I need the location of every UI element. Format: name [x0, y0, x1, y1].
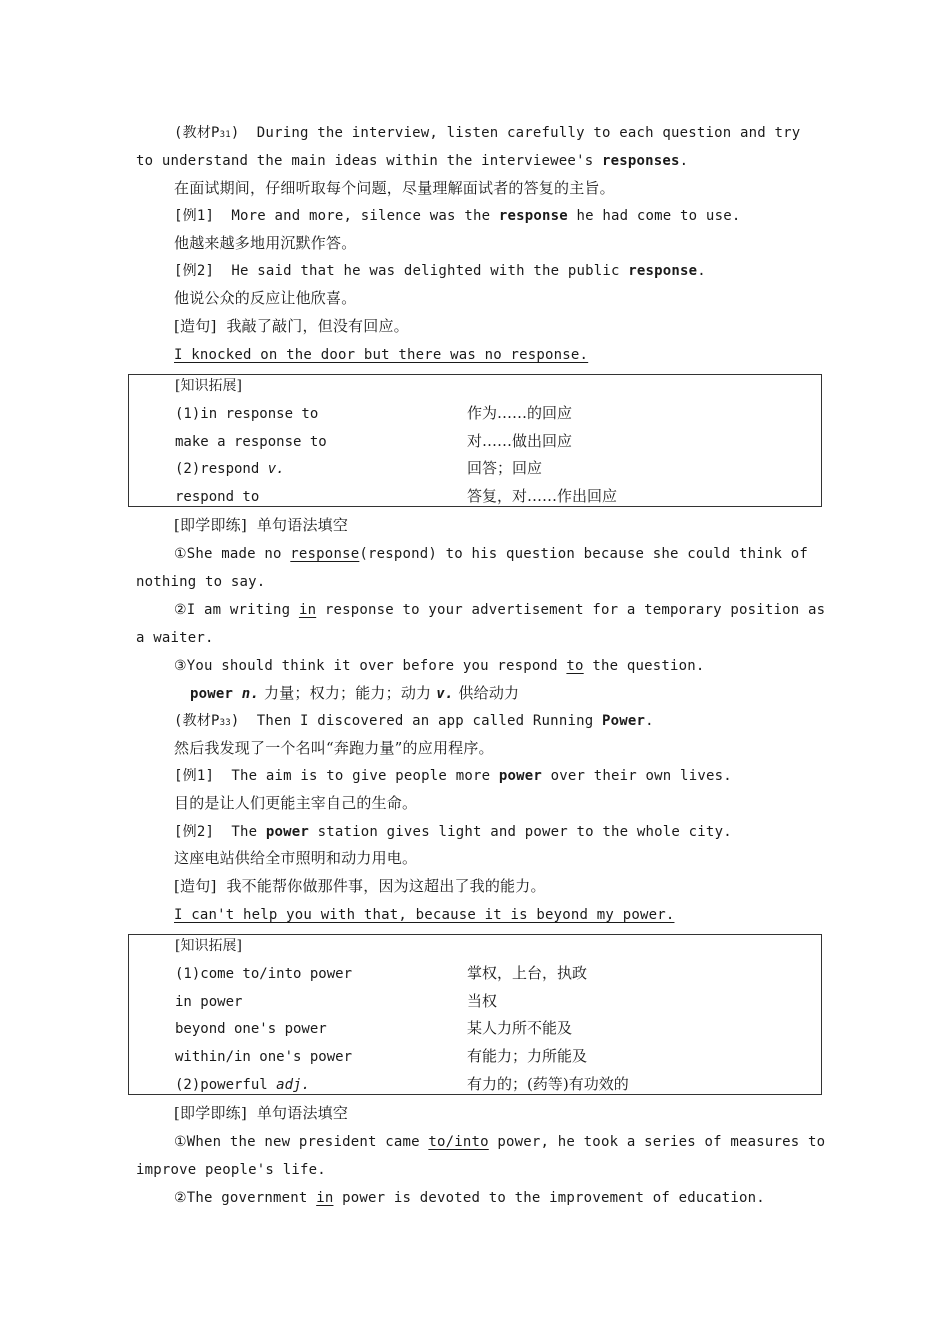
- source-translation: 然后我发现了一个名叫“奔跑力量”的应用程序。: [174, 739, 494, 757]
- practice-label: [即学即练] 单句语法填空: [174, 516, 349, 534]
- phrase: (2)powerful adj.: [175, 1077, 310, 1093]
- practice-q1: ①She made no response(respond) to his question because she could think of: [174, 546, 809, 562]
- sentence-making-prompt: [造句] 我不能帮你做那件事，因为这超出了我的能力。: [174, 877, 546, 895]
- phrase: in power: [175, 994, 243, 1010]
- phrase-meaning: 作为……的回应: [467, 404, 573, 422]
- knowledge-expansion-box: [128, 374, 822, 507]
- practice-q2: ②I am writing in response to your advertisement for a temporary position as: [174, 602, 826, 618]
- example-2-translation: 他说公众的反应让他欣喜。: [174, 289, 357, 307]
- phrase: make a response to: [175, 434, 327, 450]
- phrase-meaning: 有能力；力所能及: [467, 1047, 588, 1065]
- example-2: [例2] The power station gives light and power to the whole city.: [174, 824, 732, 840]
- sentence-making-answer: I knocked on the door but there was no response.: [174, 347, 589, 363]
- phrase: (2)respond v.: [175, 461, 285, 477]
- source-line: (教材P33) Then I discovered an app called Running Power.: [174, 713, 654, 729]
- practice-label: [即学即练] 单句语法填空: [174, 1104, 349, 1122]
- box-title: [知识拓展]: [175, 378, 242, 394]
- example-1-translation: 目的是让人们更能主宰自己的生命。: [174, 794, 418, 812]
- practice-q1-cont: nothing to say.: [136, 574, 266, 590]
- source-line-cont: to understand the main ideas within the interviewee's responses.: [136, 153, 689, 169]
- practice-q1-cont: improve people's life.: [136, 1162, 326, 1178]
- example-1: [例1] More and more, silence was the response he had come to use.: [174, 208, 741, 224]
- practice-q2: ②The government in power is devoted to the improvement of education.: [174, 1190, 765, 1206]
- example-2: [例2] He said that he was delighted with the public response.: [174, 263, 706, 279]
- example-1-translation: 他越来越多地用沉默作答。: [174, 234, 357, 252]
- headword-entry: power n. 力量；权力；能力；动力 v. 供给动力: [190, 684, 520, 702]
- practice-q1: ①When the new president came to/into power, he took a series of measures to: [174, 1134, 826, 1150]
- phrase: respond to: [175, 489, 260, 505]
- phrase-meaning: 回答；回应: [467, 459, 543, 477]
- phrase-meaning: 当权: [467, 992, 498, 1010]
- source-translation: 在面试期间，仔细听取每个问题，尽量理解面试者的答复的主旨。: [174, 179, 615, 197]
- phrase: within/in one's power: [175, 1049, 353, 1065]
- example-1: [例1] The aim is to give people more power over their own lives.: [174, 768, 732, 784]
- phrase-meaning: 掌权，上台，执政: [467, 964, 588, 982]
- knowledge-expansion-box: [128, 934, 822, 1095]
- phrase-meaning: 对……做出回应: [467, 432, 573, 450]
- phrase-meaning: 答复，对……作出回应: [467, 487, 618, 505]
- phrase: (1)in response to: [175, 406, 319, 422]
- phrase: (1)come to/into power: [175, 966, 353, 982]
- practice-q3: ③You should think it over before you respond to the question.: [174, 658, 705, 674]
- phrase: beyond one's power: [175, 1021, 327, 1037]
- box-title: [知识拓展]: [175, 938, 242, 954]
- practice-q2-cont: a waiter.: [136, 630, 214, 646]
- source-line: (教材P31) During the interview, listen carefully to each question and try: [174, 125, 801, 141]
- phrase-meaning: 某人力所不能及: [467, 1019, 573, 1037]
- sentence-making-prompt: [造句] 我敲了敲门，但没有回应。: [174, 317, 409, 335]
- example-2-translation: 这座电站供给全市照明和动力用电。: [174, 849, 418, 867]
- sentence-making-answer: I can't help you with that, because it is beyond my power.: [174, 907, 675, 923]
- phrase-meaning: 有力的；(药等)有功效的: [467, 1075, 629, 1093]
